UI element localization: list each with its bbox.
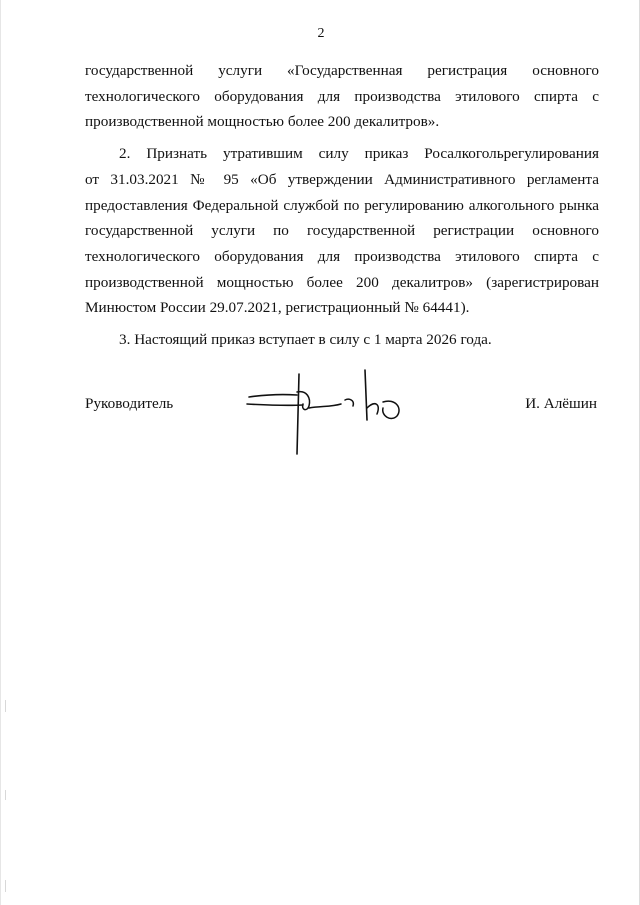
text-line: 3. Настоящий приказ вступает в силу с 1 марта 2026 года. [119,331,492,349]
handwritten-signature [241,364,411,460]
text-line: технологического оборудования для производства этилового спирта с [85,87,599,105]
text-line: от 31.03.2021 № 95 «Об утверждении Административного регламента [85,170,599,188]
text-line: производственной мощностью более 200 декалитров» (зарегистрирован [85,273,599,291]
signatory-role: Руководитель [85,395,174,412]
text-line: государственной услуги по государственной регистрации основного [85,222,599,240]
paragraph-1 [85,58,599,135]
scan-edge-mark [5,700,6,712]
paragraph-2 [85,141,599,321]
text-line: технологического оборудования для производства этилового спирта с [85,247,599,265]
document-body [85,58,599,359]
text-line: 2. Признать утратившим силу приказ Росалкогольрегулирования [119,145,599,163]
scan-edge-mark [5,880,6,892]
page-number: 2 [317,26,325,41]
text-line: государственной услуги «Государственная регистрация основного [85,62,599,79]
paragraph-3 [85,327,599,353]
signatory-name: И. Алёшин [525,395,597,412]
text-line: Минюстом России 29.07.2021, регистрационный № 64441). [85,299,470,317]
text-line: производственной мощностью более 200 декалитров». [85,113,440,131]
scan-edge-mark [5,790,6,800]
text-line: предоставления Федеральной службой по регулированию алкогольного рынка [85,196,599,214]
